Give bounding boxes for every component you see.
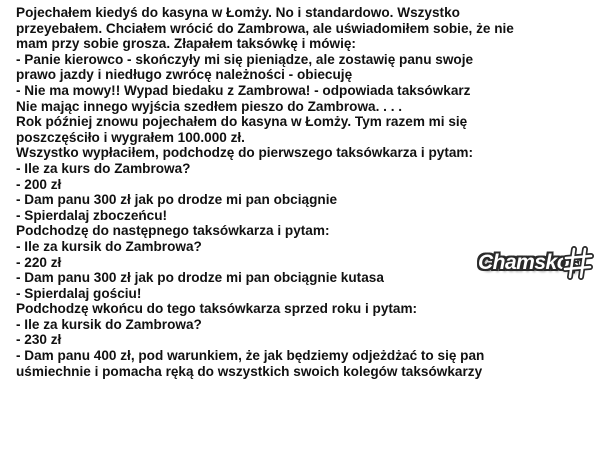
watermark-tld: .pl (569, 260, 581, 272)
story-line: - Spierdalaj zboczeńcu! (16, 207, 168, 223)
watermark-brand-name: Chamsko (478, 251, 570, 274)
story-line: uśmiechnie i pomacha ręką do wszystkich swoich kolegów taksówkarzy (16, 363, 483, 379)
story-line: - Dam panu 300 zł jak po drodze mi pan obciągnie (16, 192, 338, 208)
story-line: Pojechałem kiedyś do kasyna w Łomży. No i standardowo. Wszystko (16, 5, 460, 20)
hash-icon (562, 245, 594, 281)
story-line: - Spierdalaj gościu! (16, 285, 142, 301)
story-line: - Dam panu 300 zł jak po drodze mi pan obciągnie kutasa (16, 270, 384, 286)
story-line: Podchodzę do następnego taksówkarza i pytam: (16, 223, 330, 239)
story-line: Rok później znowu pojechałem do kasyna w Łomży. Tym razem mi się (16, 114, 468, 130)
story-line: - Nie ma mowy!! Wypad biedaku z Zambrowa! - odpowiada taksówkarz (16, 82, 471, 98)
joke-text (16, 5, 588, 379)
story-line: - Panie kierowco - skończyły mi się pieniądze, ale zostawię panu swoje (16, 51, 474, 67)
story-line: przeyebałem. Chciałem wrócić do Zambrowa, ale uświadomiłem sobie, że nie (16, 20, 514, 36)
story-line: - 200 zł (16, 176, 62, 192)
story-line: - Dam panu 400 zł, pod warunkiem, że jak będziemy odjeżdżać to się pan (16, 348, 485, 364)
story-line: - 220 zł (16, 254, 62, 270)
story-line: - Ile za kursik do Zambrowa? (16, 238, 202, 254)
story-line: poszczęściło i wygrałem 100.000 zł. (16, 129, 245, 145)
story-line: - Ile za kursik do Zambrowa? (16, 316, 202, 332)
story-line: - Ile za kurs do Zambrowa? (16, 160, 191, 176)
story-line: Wszystko wypłaciłem, podchodzę do pierwszego taksówkarza i pytam: (16, 145, 474, 161)
chamsko-watermark (478, 245, 594, 283)
story-line: mam przy sobie grosza. Złapałem taksówkę i mówię: (16, 36, 356, 52)
story-line: prawo jazdy i niedługo zwrócę należności - obiecuję (16, 67, 353, 83)
story-line: Podchodzę wkońcu do tego taksówkarza sprzed roku i pytam: (16, 301, 418, 317)
story-line: - 230 zł (16, 332, 62, 348)
story-line: Nie mając innego wyjścia szedłem pieszo do Zambrowa. . . . (16, 98, 403, 114)
